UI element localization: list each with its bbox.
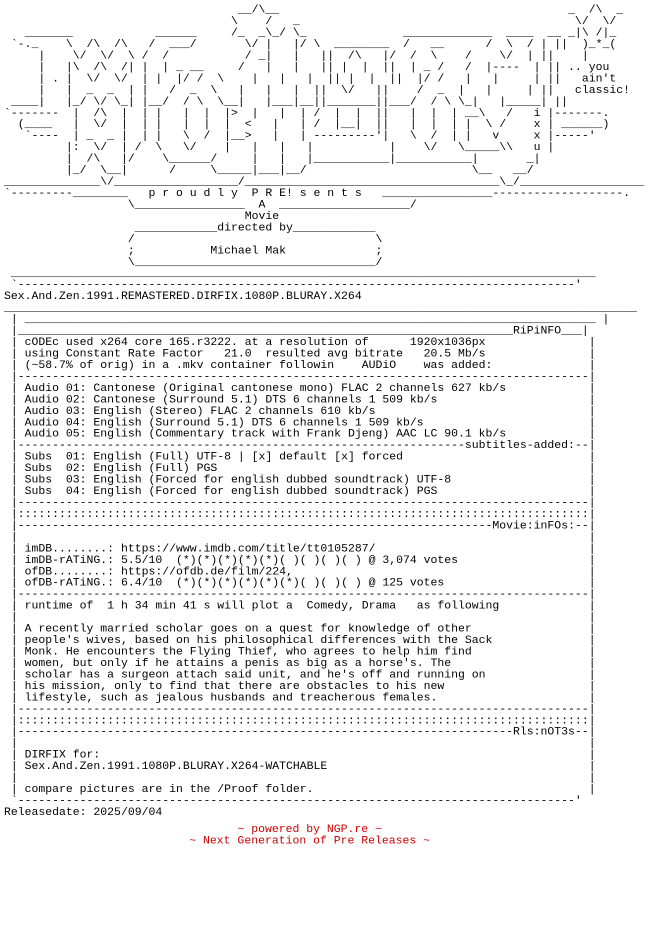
ascii-art-line: `---------________ p r o u d l y P R E! s e n t s ________________-------------------.	[4, 186, 630, 200]
box-border: |	[4, 633, 25, 647]
ascii-art-line: ; Michael Mak ;	[4, 243, 383, 258]
box-border: |	[588, 667, 596, 682]
box-border: |	[4, 427, 25, 441]
box-border: |	[588, 346, 596, 361]
tagline-text[interactable]: ~ Next Generation of Pre Releases ~	[189, 834, 431, 848]
box-dots: |:::::::::::::::::::::::::::::::::::::::::::::::::::::::::::::::::::::::::::::::::::|	[4, 507, 596, 521]
box-border: --|	[574, 725, 596, 739]
box-border: |	[588, 484, 596, 498]
audio-track-text: Audio 05: English (Commentary track with Frank Djeng) AAC LC 90.1 kb/s	[24, 427, 589, 441]
box-border: |	[4, 771, 25, 785]
subtitle-track-text: Subs 03: English (Forced for english dubbed soundtrack) UTF-8	[24, 473, 589, 487]
box-border: |	[4, 461, 25, 475]
box-border: |	[588, 782, 596, 796]
ascii-art-line: `---------------------------------------------------------------------------------'	[4, 278, 582, 292]
box-border: ___|	[561, 324, 589, 338]
box-border: |	[588, 450, 596, 464]
ascii-art-line: | | _ _ | | / _ \ | | | || \/ || / _ | | | || classic!	[4, 83, 630, 97]
box-border: |------------------------------------------------------------------------	[4, 725, 514, 739]
box-blank: | |	[4, 610, 596, 624]
box-border: |	[588, 335, 596, 349]
release-name: Sex.And.Zen.1991.REMASTERED.DIRFIX.1080P.BLURAY.X264	[4, 289, 362, 303]
movie-link-text: imDB-rATiNG.: 5.5/10 (*)(*)(*)(*)(*)( )( )( )( ) @ 3,074 votes	[24, 553, 589, 567]
box-border: |	[4, 576, 25, 590]
box-border: |	[4, 473, 25, 487]
box-border: |	[588, 633, 596, 647]
ascii-art-line: | \/ \/ \ / / / _| | || /\ |/ / \ / \/ | || |	[4, 48, 589, 63]
box-border: --|	[574, 438, 596, 452]
codec-line-text: (~58.7% of orig) in a .mkv container followin AUDiO was added:	[24, 358, 589, 372]
ascii-art-line: `---- | _ _ | | | \ / |__> | | ---------'| \ / | | v x |-----'	[4, 129, 596, 143]
ascii-art-line: / \	[4, 232, 383, 246]
box-border: |	[4, 346, 25, 361]
ascii-art-logo	[4, 3, 644, 292]
box-border: |	[4, 599, 25, 613]
ascii-art-line: | . | \/ \/ | | |/ / \ | | | || | | || |/ / | | | || ain't	[4, 71, 617, 86]
box-border: |	[588, 644, 596, 659]
box-border: |________________________________________________________________________	[4, 324, 514, 338]
plot-line-text: lifestyle, such as jealous husbands and treacherous females.	[24, 690, 589, 705]
box-border: |	[588, 392, 596, 407]
box-border: |	[588, 427, 596, 441]
runtime-line-text: runtime of 1 h 34 min 41 s will plot a Comedy, Drama as following	[24, 599, 589, 613]
audio-track-text: Audio 03: English (Stereo) FLAC 2 channels 610 kb/s	[24, 404, 589, 418]
note-line-text: Sex.And.Zen.1991.1080P.BLURAY.X264-WATCHABLE	[24, 759, 589, 773]
ascii-art-line: __/\__ _ /\ _	[4, 3, 624, 17]
box-border: |	[4, 656, 25, 670]
codec-line-text: cODEc used x264 core 165.r3222. at a resolution of 1920x1036px	[24, 335, 589, 349]
ascii-art-line: (____ | \/ | | | | | | < | | / |__| || | | | | \ / x | ______)	[4, 117, 610, 132]
box-border: |	[588, 599, 596, 613]
box-border: |	[4, 415, 25, 430]
box-border: |	[588, 404, 596, 418]
box-border: |	[4, 404, 25, 418]
note-line-text: DIRFIX for:	[24, 748, 589, 762]
plot-line-text: his mission, only to find that there are obstacles to his new	[24, 679, 589, 693]
box-border: |	[588, 679, 596, 693]
box-frame: | ___________________________________________________________________________________ |	[4, 312, 610, 326]
box-border: |-----------------------------------------------------------------	[4, 438, 465, 452]
box-top: ____________________________________________________________________________________________	[4, 301, 637, 315]
powered-by-text[interactable]: ~ powered by NGP.re ~	[237, 822, 382, 836]
box-border: |	[4, 392, 25, 407]
release-date: Releasedate: 2025/09/04	[4, 805, 163, 819]
box-separator: |-----------------------------------------------------------------------------------|	[4, 369, 596, 384]
ascii-art-line: |: \/ | / \ \/ | | | | | \/ \_____\\ u |	[4, 140, 555, 154]
ascii-art-line: `------- | /\ | | | | | |> | | | / | | || | | | __\ / i |-------.	[4, 106, 610, 120]
box-border: |	[588, 381, 596, 395]
box-border: |	[588, 358, 596, 372]
subtitle-track-text: Subs 01: English (Full) UTF-8 | [x] default [x] forced	[24, 450, 589, 464]
box-blank: | |	[4, 530, 596, 544]
movie-link-text: ofDB-rATiNG.: 6.4/10 (*)(*)(*)(*)(*)(*)( )( )( ) @ 125 votes	[24, 576, 589, 590]
ascii-art-line: `-._ \ /\ /\ / ___/ \/ | |/ \ ________ / __ / \ / | || )_*_(	[4, 37, 617, 51]
plot-line-text: people's wives, based on his philosophical differences with the Sack	[24, 633, 589, 647]
plot-line-text: A recently married scholar goes on a quest for knowledge of other	[24, 622, 589, 636]
movie-link-text: ofDB........: https://ofdb.de/film/224,	[24, 564, 589, 579]
box-border: |	[588, 415, 596, 430]
box-border: |	[588, 576, 596, 590]
box-border: |	[4, 748, 25, 762]
subtitle-track-text: Subs 04: English (Forced for english dubbed soundtrack) PGS	[24, 484, 589, 498]
box-border: --|	[574, 518, 596, 533]
info-box	[4, 301, 637, 808]
ascii-art-line: \___________________________________/	[4, 255, 383, 269]
box-border: |	[4, 759, 25, 773]
audio-track-text: Audio 02: Cantonese (Surround 5.1) DTS 6 channels 1 509 kb/s	[24, 392, 589, 407]
box-border: |	[588, 656, 596, 670]
box-border: |	[588, 564, 596, 579]
movie-link-text: imDB........: https://www.imdb.com/title/tt0105287/	[24, 541, 589, 556]
movie-info-header-label: Movie:inFOs:	[492, 518, 575, 533]
ascii-art-line: Movie	[4, 209, 280, 223]
box-separator: |-----------------------------------------------------------------------------------|	[4, 495, 596, 510]
plot-line-text: women, but only if he attains a penis as big as a horse's. The	[24, 656, 589, 670]
box-border: |	[588, 759, 596, 773]
box-border: |---------------------------------------------------------------------	[4, 518, 493, 533]
box-bottom: `---------------------------------------------------------------------------------'	[4, 793, 582, 808]
audio-track-text: Audio 04: English (Surround 5.1) DTS 6 channels 1 509 kb/s	[24, 415, 589, 430]
box-border: |	[588, 461, 596, 475]
nfo-document	[4, 3, 644, 902]
ascii-art-line: ____________directed by____________	[4, 220, 376, 235]
box-border: |	[588, 541, 596, 556]
box-border: |	[4, 484, 25, 498]
subtitle-track-text: Subs 02: English (Full) PGS	[24, 461, 589, 475]
ascii-art-line: \________________ A ___________________/	[4, 197, 417, 212]
plot-line-text: Monk. He encounters the Flying Thief, who agrees to help him find	[24, 644, 589, 659]
box-border: |	[4, 679, 25, 693]
box-border: |	[4, 553, 25, 567]
box-border: |	[4, 667, 25, 682]
ascii-art-line: ______________\/__________________/_____________________________________\_/__________________	[4, 174, 644, 189]
box-blank: | |	[4, 736, 596, 751]
box-border: |	[4, 541, 25, 556]
box-border: |	[588, 553, 596, 567]
box-separator: |-----------------------------------------------------------------------------------|	[4, 702, 596, 716]
box-border: |	[588, 690, 596, 705]
box-border: |	[4, 564, 25, 579]
box-border: |	[4, 358, 25, 372]
box-border: |	[588, 748, 596, 762]
box-dots: |:::::::::::::::::::::::::::::::::::::::::::::::::::::::::::::::::::::::::::::::::::|	[4, 713, 596, 728]
box-border: |	[4, 690, 25, 705]
box-border: |	[588, 622, 596, 636]
tagline-link[interactable]	[4, 835, 615, 846]
plot-line-text: scholar has a surgeon attach said unit, and he's off and running on	[24, 667, 589, 682]
box-border: |	[4, 782, 25, 796]
ascii-art-line: | |\ /\ /| | | _ __ / | | || | | || | _ / / |---- | || .. you	[4, 60, 610, 74]
audio-track-text: Audio 01: Cantonese (Original cantonese mono) FLAC 2 channels 627 kb/s	[24, 381, 589, 395]
ascii-art-line: _______ ______ /_ _\_/ \_ _____________ ____ __ _|\ /|_	[4, 25, 617, 40]
box-border: |	[4, 335, 25, 349]
codec-line-text: using Constant Rate Factor 21.0 resulted avg bitrate 20.5 Mb/s	[24, 346, 589, 361]
ascii-art-line: \ / _ \/ \/	[4, 14, 617, 28]
subtitles-header-label: subtitles-added:	[464, 438, 575, 452]
ascii-art-line: | /\ |/ \______/ | | |___________|___________| _|	[4, 152, 541, 166]
ascii-art-line: |_/ \__| / \_____|___|__/ \__ __/	[4, 163, 534, 177]
ascii-art-line: _____________________________________________________________________________________	[4, 266, 596, 281]
note-line-text: compare pictures are in the /Proof folder.	[24, 782, 589, 796]
box-border: |	[4, 644, 25, 659]
ascii-art-line: ____| |_/ \/ \_| |__/ / \ \__| |___|__||_______||___/ / \ \_| |_____| ||	[4, 94, 569, 109]
box-border: |	[588, 473, 596, 487]
release-notes-header-label: Rls:nOT3s	[513, 725, 575, 739]
box-border: |	[4, 381, 25, 395]
box-border: |	[4, 450, 25, 464]
box-border: |	[588, 771, 596, 785]
box-border: |	[4, 622, 25, 636]
ripinfo-label: RiPiNFO	[513, 324, 562, 338]
box-separator: |-----------------------------------------------------------------------------------|	[4, 587, 596, 602]
